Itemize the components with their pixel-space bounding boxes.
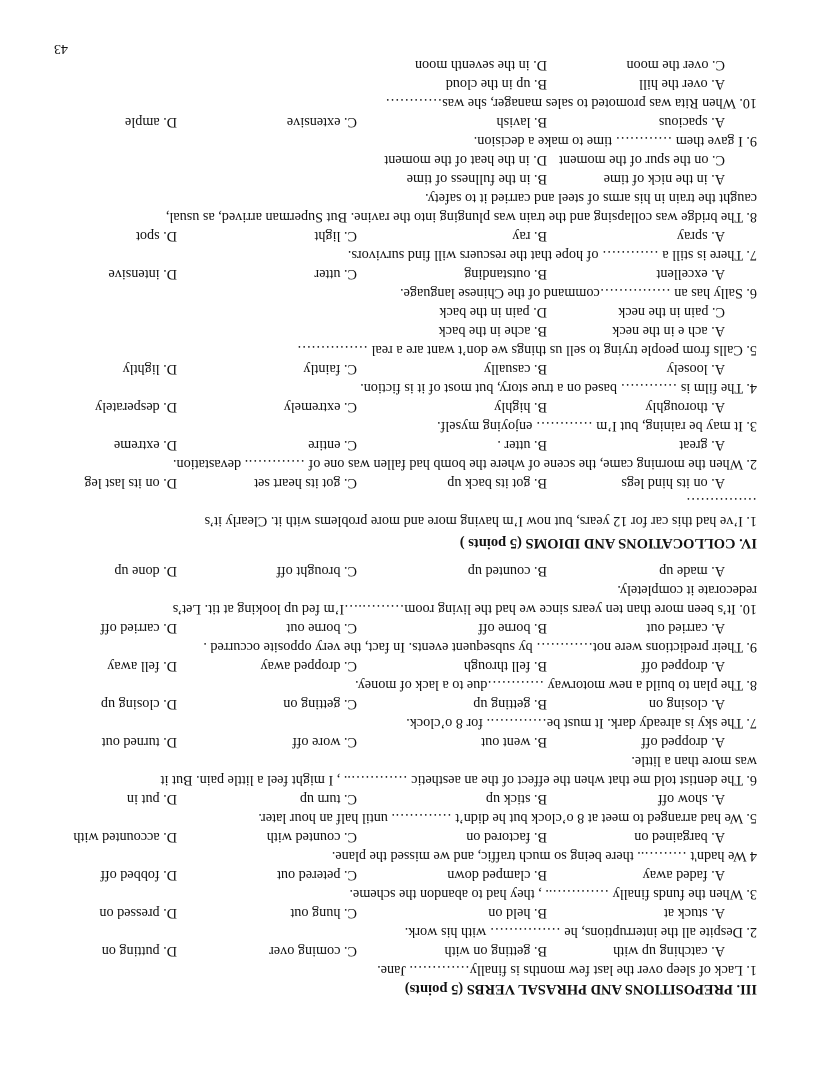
option-b: B. stick up (485, 791, 547, 807)
option-b: B. clamped down (447, 867, 547, 883)
option-d: D. turned out (101, 734, 177, 750)
question-3-4: 4 We hadn't ……….. there being so much traffic, and we missed the plane. (331, 848, 757, 864)
option-b: B. held on (488, 905, 547, 921)
question-3-3: 3. When the funds finally ………….. , they had to abandon the scheme. (349, 886, 757, 902)
option-c: C. petered out (277, 867, 357, 883)
option-d: D. on its last leg (84, 475, 177, 491)
question-3-7: 7. The sky is already dark. It must be…………. for 8 o’clock. (406, 715, 757, 731)
question-4-9: 9. I gave them ………… time to make a decision. (473, 133, 757, 149)
question-4-10: 10. When Rita was promoted to sales manager, she was………… (385, 95, 757, 111)
option-c: C. over the moon (626, 57, 725, 73)
option-a: A. on its hind legs (621, 475, 725, 491)
option-a: A. made up (659, 563, 725, 579)
option-d: D. fobbed off (100, 867, 177, 883)
question-4-1-cont: …………… (686, 494, 757, 510)
option-c: C. coming over (269, 943, 357, 959)
option-c: C. getting on (283, 696, 357, 712)
option-a: A. carried out (646, 620, 725, 636)
option-c: C. counted with (266, 829, 357, 845)
question-3-8: 8. The plan to build a new motorway …………due to a lack of money. (355, 677, 757, 693)
option-b: B. up in the cloud (445, 76, 547, 92)
option-b: B. highly (494, 399, 547, 415)
option-a: A. faded away (642, 867, 725, 883)
section-3-heading: III. PREPOSITIONS AND PHRASAL VERBS (5 points) (404, 981, 757, 997)
option-c: C. brought off (276, 563, 357, 579)
option-b: B. ray (512, 228, 547, 244)
option-c: C. faintly (303, 361, 357, 377)
question-4-3: 3. It may be raining, but I’m ………… enjoying myself. (437, 418, 757, 434)
question-4-5: 5. Calls from people trying to sell us things we don’t want are a real …………… (297, 342, 757, 358)
option-d: D. carried off (100, 620, 177, 636)
option-a: A. spray (676, 228, 725, 244)
option-a: A. great (679, 437, 725, 453)
option-a: A. over the hill (639, 76, 725, 92)
option-c: C. got its heart set (254, 475, 357, 491)
option-d: D. in the heat of the moment (384, 152, 547, 168)
option-c: C. on the spur of the moment (559, 152, 725, 168)
option-c: C. utter (314, 266, 357, 282)
option-d: D. extreme (113, 437, 177, 453)
option-d: D. fell away (107, 658, 177, 674)
question-4-4: 4. The film is ………… based on a true story, but most of it is fiction. (360, 380, 757, 396)
option-b: B. counted up (467, 563, 547, 579)
option-b: B. utter . (497, 437, 547, 453)
option-b: B. went out (481, 734, 547, 750)
option-c: C. wore off (292, 734, 357, 750)
option-a: A. in the nick of time (603, 171, 725, 187)
question-4-1: 1. I’ve had this car for 12 years, but now I’m having more and more problems with it. Clearly it’s (204, 513, 757, 529)
option-d: D. done up (114, 563, 177, 579)
option-c: C. light (314, 228, 357, 244)
option-a: A. thoroughly (645, 399, 725, 415)
option-d: D. put in (126, 791, 177, 807)
option-d: D. closing up (100, 696, 177, 712)
option-a: A. dropped off (641, 658, 725, 674)
question-4-2: 2. When the morning came, the scene of where the bomb had fallen was one of …………. devastation. (172, 456, 757, 472)
option-c: C. entire (308, 437, 357, 453)
option-b: B. getting on with (444, 943, 547, 959)
question-4-8-cont: caught the train in his arms of steel and carried it to safety. (425, 190, 757, 206)
option-b: B. fell through (463, 658, 547, 674)
option-b: B. borne off (478, 620, 547, 636)
option-a: A. excellent (656, 266, 725, 282)
question-3-10-cont: redecorate it completely. (617, 582, 757, 598)
option-d: D. accounted with (73, 829, 177, 845)
option-b: B. in the fullness of time (406, 171, 547, 187)
question-4-6: 6. Sally has an ……………command of the Chinese language. (400, 285, 757, 301)
question-3-10: 10. It’s been more than ten years since we had the living room……….…I’m fed up looking at tit. Let’s (172, 601, 757, 617)
section-4-heading: IV. COLLOCATIONS AND IDIOMS (5 points ) (459, 535, 757, 551)
option-a: A. dropped off (641, 734, 725, 750)
option-d: D. pressed on (99, 905, 177, 921)
option-c: C. turn up (299, 791, 357, 807)
question-3-6: 6. The dentist told me that when the effect of the an aesthetic ………….. , I might feel a little pain. But it (160, 772, 757, 788)
option-c: C. borne out (286, 620, 357, 636)
option-d: D. putting on (101, 943, 177, 959)
option-c: C. extensive (286, 114, 357, 130)
option-b: B. lavish (496, 114, 547, 130)
option-b: B. casually (483, 361, 547, 377)
question-3-6-cont: was more than a little. (631, 753, 757, 769)
option-a: A. show off (657, 791, 725, 807)
option-d: D. lightly (122, 361, 177, 377)
option-a: A. closing on (648, 696, 725, 712)
option-b: B. ache in the back (438, 323, 547, 339)
option-b: B. got its back up (447, 475, 547, 491)
option-b: B. outstanding (464, 266, 547, 282)
option-d: D. pain in the back (439, 304, 547, 320)
question-3-9: 9. Their predictions were not………… by subsequent events. In fact, the very opposite occurred . (203, 639, 757, 655)
option-b: B. factored on (466, 829, 547, 845)
option-a: A. stuck at (663, 905, 725, 921)
option-c: C. dropped away (260, 658, 357, 674)
option-d: D. ample (124, 114, 177, 130)
question-3-1: 1. Lack of sleep over the last few months is finally…………. Jane. (377, 962, 757, 978)
page-number: 43 (54, 41, 68, 56)
option-d: D. spot (136, 228, 177, 244)
option-c: C. pain in the neck (618, 304, 725, 320)
option-a: A. ach e in the neck (612, 323, 725, 339)
option-a: A. spacious (658, 114, 725, 130)
question-3-5: 5. We had arranged to meet at 8 o’clock but he didn’t …………. until half an hour later. (258, 810, 757, 826)
option-d: D. intensive (108, 266, 177, 282)
question-4-7: 7. There is still a ………… of hope that the rescuers will find survivors. (347, 247, 757, 263)
option-c: C. extremely (283, 399, 357, 415)
option-d: D. desperately (95, 399, 177, 415)
option-a: A. catching up with (613, 943, 725, 959)
question-3-2: 2. Despite all the interruptions, he …………… with his work. (404, 924, 757, 940)
option-a: A. bargained on (634, 829, 725, 845)
option-b: B. getting up (473, 696, 547, 712)
question-4-8: 8. The bridge was collapsing and the train was plunging into the ravine. But Superman arrived, as usual, (165, 209, 757, 225)
option-c: C. hung out (290, 905, 357, 921)
option-a: A. loosely (666, 361, 725, 377)
option-d: D. in the seventh moon (414, 57, 547, 73)
